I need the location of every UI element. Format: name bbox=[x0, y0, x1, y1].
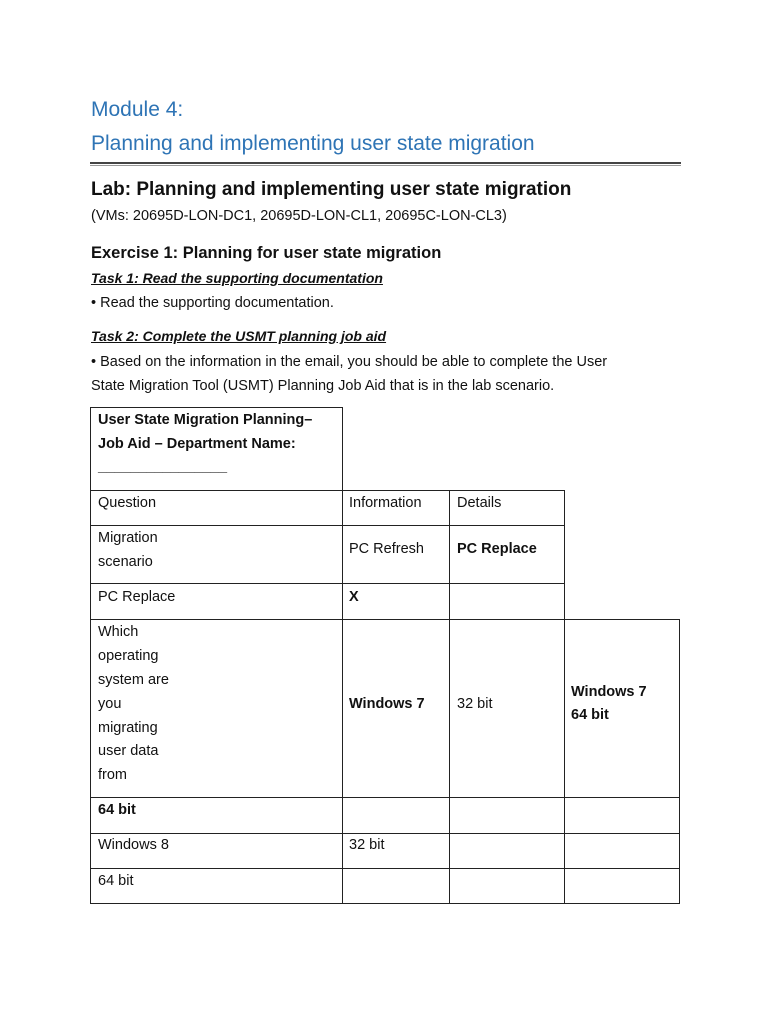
row3-question-line4: you bbox=[98, 696, 122, 712]
row6-question: 64 bit bbox=[98, 873, 134, 889]
row1-details: PC Replace bbox=[457, 541, 537, 557]
table-cell bbox=[342, 797, 450, 834]
row2-information: X bbox=[349, 589, 359, 605]
row5-question: Windows 8 bbox=[98, 837, 169, 853]
row1-question-line2: scenario bbox=[98, 554, 153, 570]
column-information: Information bbox=[349, 495, 422, 511]
table-cell bbox=[449, 797, 565, 834]
table-header-line1: User State Migration Planning– bbox=[98, 412, 313, 428]
row5-information: 32 bit bbox=[349, 837, 385, 853]
title-rule bbox=[90, 162, 681, 164]
table-cell bbox=[449, 583, 565, 620]
title-rule-thin bbox=[90, 165, 681, 166]
task2-bullet-line2: State Migration Tool (USMT) Planning Job Aid that is in the lab scenario. bbox=[91, 378, 555, 394]
row1-information: PC Refresh bbox=[349, 541, 424, 557]
row3-question-line5: migrating bbox=[98, 720, 158, 736]
module-number: Module 4: bbox=[91, 98, 184, 121]
lab-title: Lab: Planning and implementing user state migration bbox=[91, 179, 572, 200]
task2-title: Task 2: Complete the USMT planning job aid bbox=[91, 328, 387, 344]
task1-bullet: • Read the supporting documentation. bbox=[91, 295, 334, 311]
lab-vms: (VMs: 20695D-LON-DC1, 20695D-LON-CL1, 20695C-LON-CL3) bbox=[91, 208, 507, 224]
row3-question-line1: Which bbox=[98, 624, 139, 640]
task1-title: Task 1: Read the supporting documentation bbox=[91, 270, 383, 286]
table-cell bbox=[564, 797, 680, 834]
table-cell bbox=[342, 868, 450, 904]
row4-question: 64 bit bbox=[98, 802, 136, 818]
table-header-line2: Job Aid – Department Name: bbox=[98, 436, 296, 452]
column-details: Details bbox=[457, 495, 502, 511]
row1-question-line1: Migration bbox=[98, 530, 158, 546]
table-cell bbox=[449, 868, 565, 904]
column-question: Question bbox=[98, 495, 157, 511]
row3-question-line3: system are bbox=[98, 672, 169, 688]
table-cell bbox=[449, 833, 565, 869]
row3-question-line2: operating bbox=[98, 648, 159, 664]
row3-extra-line1: Windows 7 bbox=[571, 684, 647, 700]
row3-question-line7: from bbox=[98, 767, 127, 783]
module-title: Planning and implementing user state migration bbox=[91, 132, 535, 155]
row3-question-line6: user data bbox=[98, 743, 159, 759]
task2-bullet-line1: • Based on the information in the email, you should be able to complete the User bbox=[91, 354, 608, 370]
table-header-line3: ________________ bbox=[98, 459, 228, 475]
row3-details: 32 bit bbox=[457, 696, 493, 712]
exercise-title: Exercise 1: Planning for user state migration bbox=[91, 244, 442, 262]
table-cell bbox=[564, 868, 680, 904]
row3-information: Windows 7 bbox=[349, 696, 425, 712]
row2-question: PC Replace bbox=[98, 589, 176, 605]
table-cell bbox=[564, 833, 680, 869]
row3-extra-line2: 64 bit bbox=[571, 707, 609, 723]
